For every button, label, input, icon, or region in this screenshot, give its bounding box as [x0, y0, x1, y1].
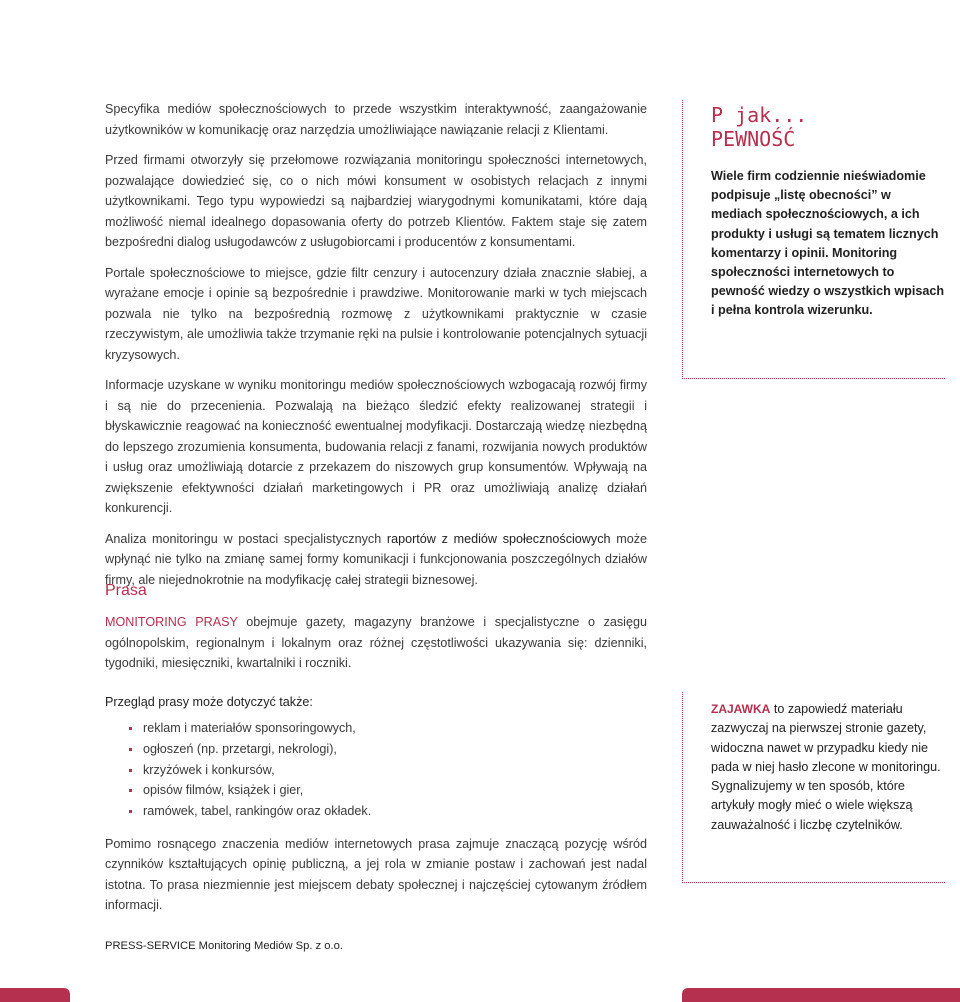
bullet-icon — [129, 769, 132, 772]
monitoring-prasy-label: MONITORING PRASY — [105, 615, 238, 629]
prasa-paragraph-1 — [105, 612, 647, 674]
intro-p5-before: Analiza monitoringu w postaci specjalistycznych — [105, 531, 387, 546]
sidebar-text: Wiele firm codziennie nieświadomie podpisuje „listę obecności” w mediach społecznościowych, a ich produkty i usługi są tematem licznych komentarzy i opinii. Monitoring społeczności internetowych to pewność wiedzy o wszystkich wpisach i pełna kontrola wizerunku. — [711, 169, 945, 318]
press-scope-list — [105, 718, 647, 822]
list-item: reklam i materiałów sponsoringowych, — [105, 718, 647, 739]
list-item: opisów filmów, książek i gier, — [105, 780, 647, 801]
teaser-text — [711, 700, 945, 835]
list-heading: Przegląd prasy może dotyczyć także: — [105, 694, 313, 709]
prasa-p1-text: obejmuje gazety, magazyny branżowe i specjalistyczne o zasięgu ogólnopolskim, regionalnym i lokalnym oraz różnej częstotliwości ukazywania się: dzienniki, tygodniki, miesięczniki, kwartalniki i roczniki. — [105, 615, 647, 670]
list-item: krzyżówek i konkursów, — [105, 760, 647, 781]
teaser-body: to zapowiedź materiału zazwyczaj na pierwszej stronie gazety, widoczna nawet w przypadku kiedy nie pada w niej hasło zlecone w monitoringu. Sygnalizujemy w ten sposób, które artykuły mogły mieć o wiele większą zauważalność i liczbę czytelników. — [711, 702, 941, 832]
sidebar-title-line2: PEWNOŚĆ — [711, 127, 796, 151]
footer-company: PRESS-SERVICE Monitoring Mediów Sp. z o.o. — [105, 940, 343, 952]
bullet-icon — [129, 810, 132, 813]
teaser-label: ZAJAWKA — [711, 702, 771, 716]
prasa-section — [105, 612, 647, 926]
sidebar-title-line1: P jak... — [711, 103, 808, 127]
corner-decoration-right — [682, 988, 960, 1002]
prasa-paragraph-2: Pomimo rosnącego znaczenia mediów internetowych prasa zajmuje znaczącą pozycję wśród czynników kształtujących opinię publiczną, a jej rola w zmianie postaw i zachowań jest nadal istotna. To prasa niezmiennie jest miejscem debaty społecznej i najczęściej cytowanym źródłem informacji. — [105, 836, 647, 913]
sidebar-certainty — [682, 100, 945, 379]
list-item: ramówek, tabel, rankingów oraz okładek. — [105, 801, 647, 822]
intro-section — [105, 99, 647, 600]
bullet-icon — [129, 789, 132, 792]
intro-paragraph-5 — [105, 529, 647, 591]
intro-paragraph-2: Przed firmami otworzyły się przełomowe rozwiązania monitoringu społeczności internetowych, pozwalające dowiedzieć się, co o nich mówi konsument w osobistych relacjach z innymi użytkownikami. Tego typu wypowiedzi są najbardziej wiarygodnymi komunikatami, które dają możliwość niemal idealnego dopasowania oferty do potrzeb Klientów. Faktem staje się zatem bezpośredni dialog usługodawców z usługobiorcami i producentów z konsumentami. — [105, 153, 647, 249]
reports-highlight: raportów z mediów społecznościowych — [386, 531, 611, 546]
intro-paragraph-3: Portale społecznościowe to miejsce, gdzie filtr cenzury i autocenzury działa znacznie słabiej, a wyrażane emocje i opinie są bezpośrednie i prawdziwe. Monitorowanie marki w tych miejscach pozwala nie tylko na bezpośrednią rozmowę z użytkownikami praktycznie w czasie rzeczywistym, ale umożliwia także trzymanie ręki na pulsie i kontrolowanie potencjalnych sytuacji kryzysowych. — [105, 265, 647, 362]
intro-p5-after: może wpłynąć nie tylko na zmianę samej formy komunikacji i funkcjonowania poszczególnych działów firmy, ale niejednokrotnie na modyfikację całej strategii biznesowej. — [105, 531, 647, 587]
sidebar-teaser — [682, 692, 945, 883]
bullet-icon — [129, 748, 132, 751]
intro-paragraph-1: Specyfika mediów społecznościowych to przede wszystkim interaktywność, zaangażowanie użytkowników w komunikację oraz narzędzia umożliwiające nawiązanie relacji z Klientami. — [105, 102, 647, 137]
list-item: ogłoszeń (np. przetargi, nekrologi), — [105, 739, 647, 760]
intro-paragraph-4: Informacje uzyskane w wyniku monitoringu mediów społecznościowych wzbogacają rozwój firmy i są nie do przecenienia. Pozwalają na bieżąco śledzić efekty realizowanej strategii i błyskawicznie reagować na konieczność ewentualnej modyfikacji. Dostarczają wiedzę niezbędną do lepszego zrozumienia konsumenta, budowania relacji z fanami, rozwijania nowych produktów i usług oraz umożliwiają dotarcie z przekazem do niszowych grup konsumentów. Wpływają na zwiększenie efektywności działań marketingowych i PR oraz umożliwiają analizę działań konkurencji. — [105, 378, 647, 515]
bullet-icon — [129, 727, 132, 730]
corner-decoration-left — [0, 988, 70, 1002]
section-title-prasa: Prasa — [105, 582, 147, 599]
